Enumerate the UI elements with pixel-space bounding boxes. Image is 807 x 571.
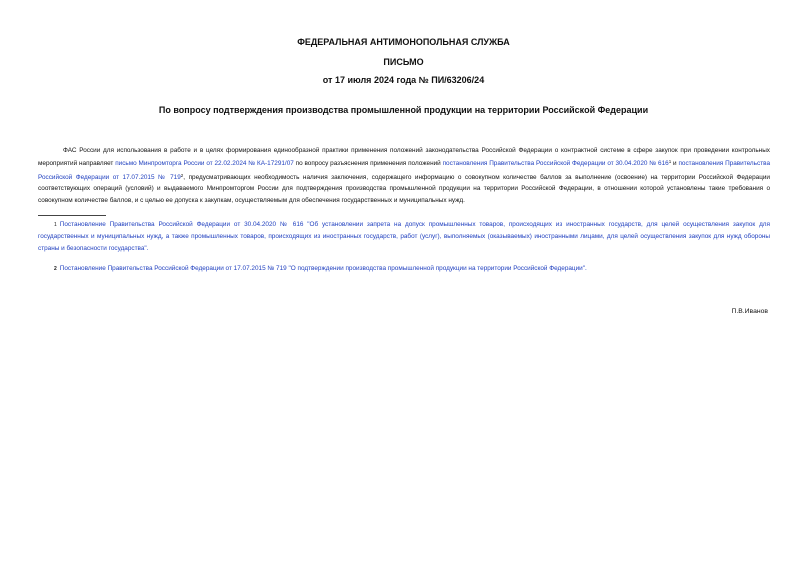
minpromtorg-letter-link[interactable]: письмо Минпромторга России от 22.02.2024 № КА-17291/07 bbox=[115, 160, 294, 168]
footnote-1-link[interactable]: Постановление Правительства Российской Федерации от 30.04.2020 № 616 "Об установлении запрета на допуск промышленных товаров, происходящих из иностранных государств, для целей осуществления закупок для государственных и муниципальных нужд, а также промышленных товаров, происходящих из иностранных государств, работ (услуг), выполняемых (оказываемых) иностранными лицами, для целей осуществления закупок для нужд обороны страны и безопасности государства". bbox=[38, 221, 770, 252]
footnote-ref-1[interactable]: 1 bbox=[668, 159, 672, 165]
footnote-2 bbox=[38, 263, 770, 275]
footnote-1-marker: 1 bbox=[54, 222, 57, 228]
footnote-ref-2[interactable]: 2 bbox=[180, 172, 184, 178]
body-text-part-1: ФАС России для использования в работе и в целях формирования единообразной практики применения положений законодательства Российской Федерации о контрактной системе в сфере закупок при проведении контрольных мероприятий направляет bbox=[38, 147, 770, 168]
agency-heading: ФЕДЕРАЛЬНАЯ АНТИМОНОПОЛЬНАЯ СЛУЖБА bbox=[297, 37, 510, 47]
resolution-616-link[interactable]: постановления Правительства Российской Федерации от 30.04.2020 № 616 bbox=[442, 160, 669, 168]
footnote-2-marker: 2 bbox=[54, 266, 57, 272]
signature-name: П.В.Иванов bbox=[731, 308, 768, 315]
document-type-heading: ПИСЬМО bbox=[383, 57, 424, 67]
footnote-divider bbox=[38, 215, 106, 216]
document-date-number: от 17 июля 2024 года № ПИ/63206/24 bbox=[322, 75, 485, 85]
document-subject: По вопросу подтверждения производства промышленной продукции на территории Российской Федерации bbox=[158, 105, 649, 115]
footnote-2-link[interactable]: Постановление Правительства Российской Федерации от 17.07.2015 № 719 "О подтверждении производства промышленной продукции на территории Российской Федерации". bbox=[59, 265, 587, 272]
footnote-1 bbox=[38, 219, 770, 254]
resolution-719-link[interactable]: постановления Правительства Российской Федерации от 17.07.2015 № 719 bbox=[38, 160, 770, 181]
body-text-part-4: , предусматривающих необходимость наличия заключения, содержащего информацию о совокупном количестве баллов за выполнение (освоение) на территории Российской Федерации соответствующих операций (условий) и выдаваемого Минпромторгом России для подтверждения производства промышленной продукции на территории Российской Федерации, в отношении которой установлены такие требования о совокупном количестве баллов, и с целью ее допуска к закупкам, осуществляемым для обеспечения государственных и муниципальных нужд. bbox=[38, 173, 770, 204]
body-text-part-3: и bbox=[671, 160, 679, 168]
body-text-part-2: по вопросу разъяснения применения положений bbox=[293, 160, 443, 168]
letter-body-paragraph bbox=[38, 145, 770, 206]
